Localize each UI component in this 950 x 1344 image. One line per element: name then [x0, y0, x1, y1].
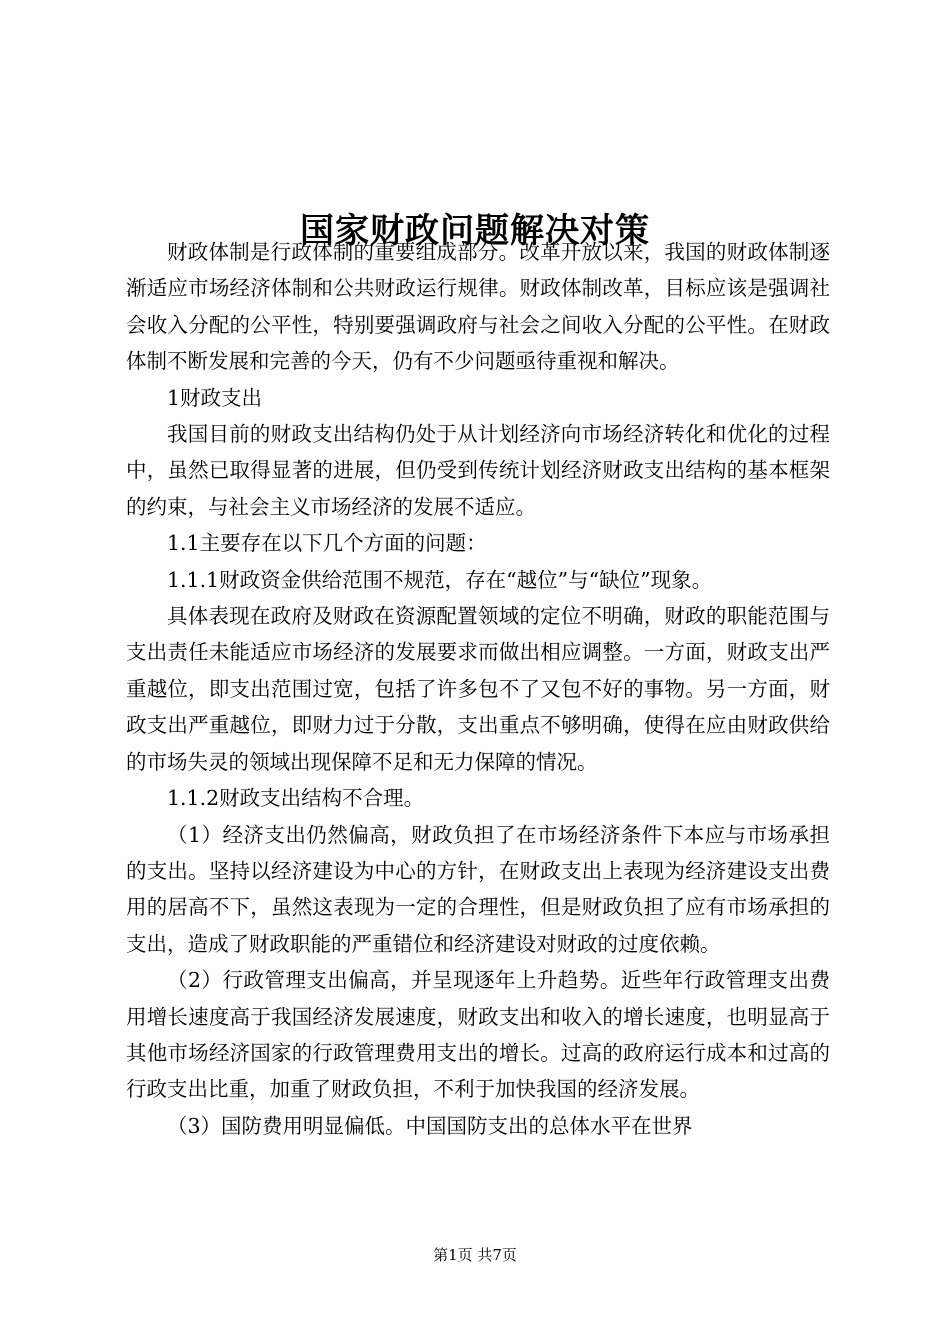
- paragraph-item-3: （3）国防费用明显偏低。中国国防支出的总体水平在世界: [167, 1113, 693, 1138]
- paragraph-section-1-1-1: 具体表现在政府及财政在资源配置领域的定位不明确，财政的职能范围与支出责任未能适应市场经济的发展要求而做出相应调整。一方面，财政支出严重越位，即支出范围过宽，包括了许多包不了又包不好的事物。另一方面，财政支出严重越位，即财力过于分散，支出重点不够明确，使得在应由财政供给的市场失灵的领域出现保障不足和无力保障的情况。: [126, 604, 830, 774]
- document-body: [126, 234, 830, 1144]
- heading-section-1-1: 1.1主要存在以下几个方面的问题：: [167, 531, 487, 556]
- heading-section-1-1-1: 1.1.1财政资金供给范围不规范，存在“越位”与“缺位”现象。: [167, 567, 713, 592]
- heading-section-1-1-2: 1.1.2财政支出结构不合理。: [167, 786, 425, 811]
- page-number: 第1页 共7页: [433, 1246, 517, 1264]
- heading-section-1: 1财政支出: [167, 385, 263, 410]
- paragraph-item-2: （2）行政管理支出偏高，并呈现逐年上升趋势。近些年行政管理支出费用增长速度高于我国经济发展速度，财政支出和收入的增长速度，也明显高于其他市场经济国家的行政管理费用支出的增长。过高的政府运行成本和过高的行政支出比重，加重了财政负担，不利于加快我国的经济发展。: [126, 968, 830, 1102]
- document-title: 国家财政问题解决对策: [300, 210, 650, 251]
- paragraph-section-1: 我国目前的财政支出结构仍处于从计划经济向市场经济转化和优化的过程中，虽然已取得显著的进展，但仍受到传统计划经济财政支出结构的基本框架的约束，与社会主义市场经济的发展不适应。: [126, 422, 830, 519]
- paragraph-item-1: （1）经济支出仍然偏高，财政负担了在市场经济条件下本应与市场承担的支出。坚持以经济建设为中心的方针，在财政支出上表现为经济建设支出费用的居高不下，虽然这表现为一定的合理性，但是财政负担了应有市场承担的支出，造成了财政职能的严重错位和经济建设对财政的过度依赖。: [126, 822, 830, 956]
- paragraph-intro: 财政体制是行政体制的重要组成部分。改革开放以来，我国的财政体制逐渐适应市场经济体制和公共财政运行规律。财政体制改革，目标应该是强调社会收入分配的公平性，特别要强调政府与社会之间收入分配的公平性。在财政体制不断发展和完善的今天，仍有不少问题亟待重视和解决。: [126, 240, 830, 374]
